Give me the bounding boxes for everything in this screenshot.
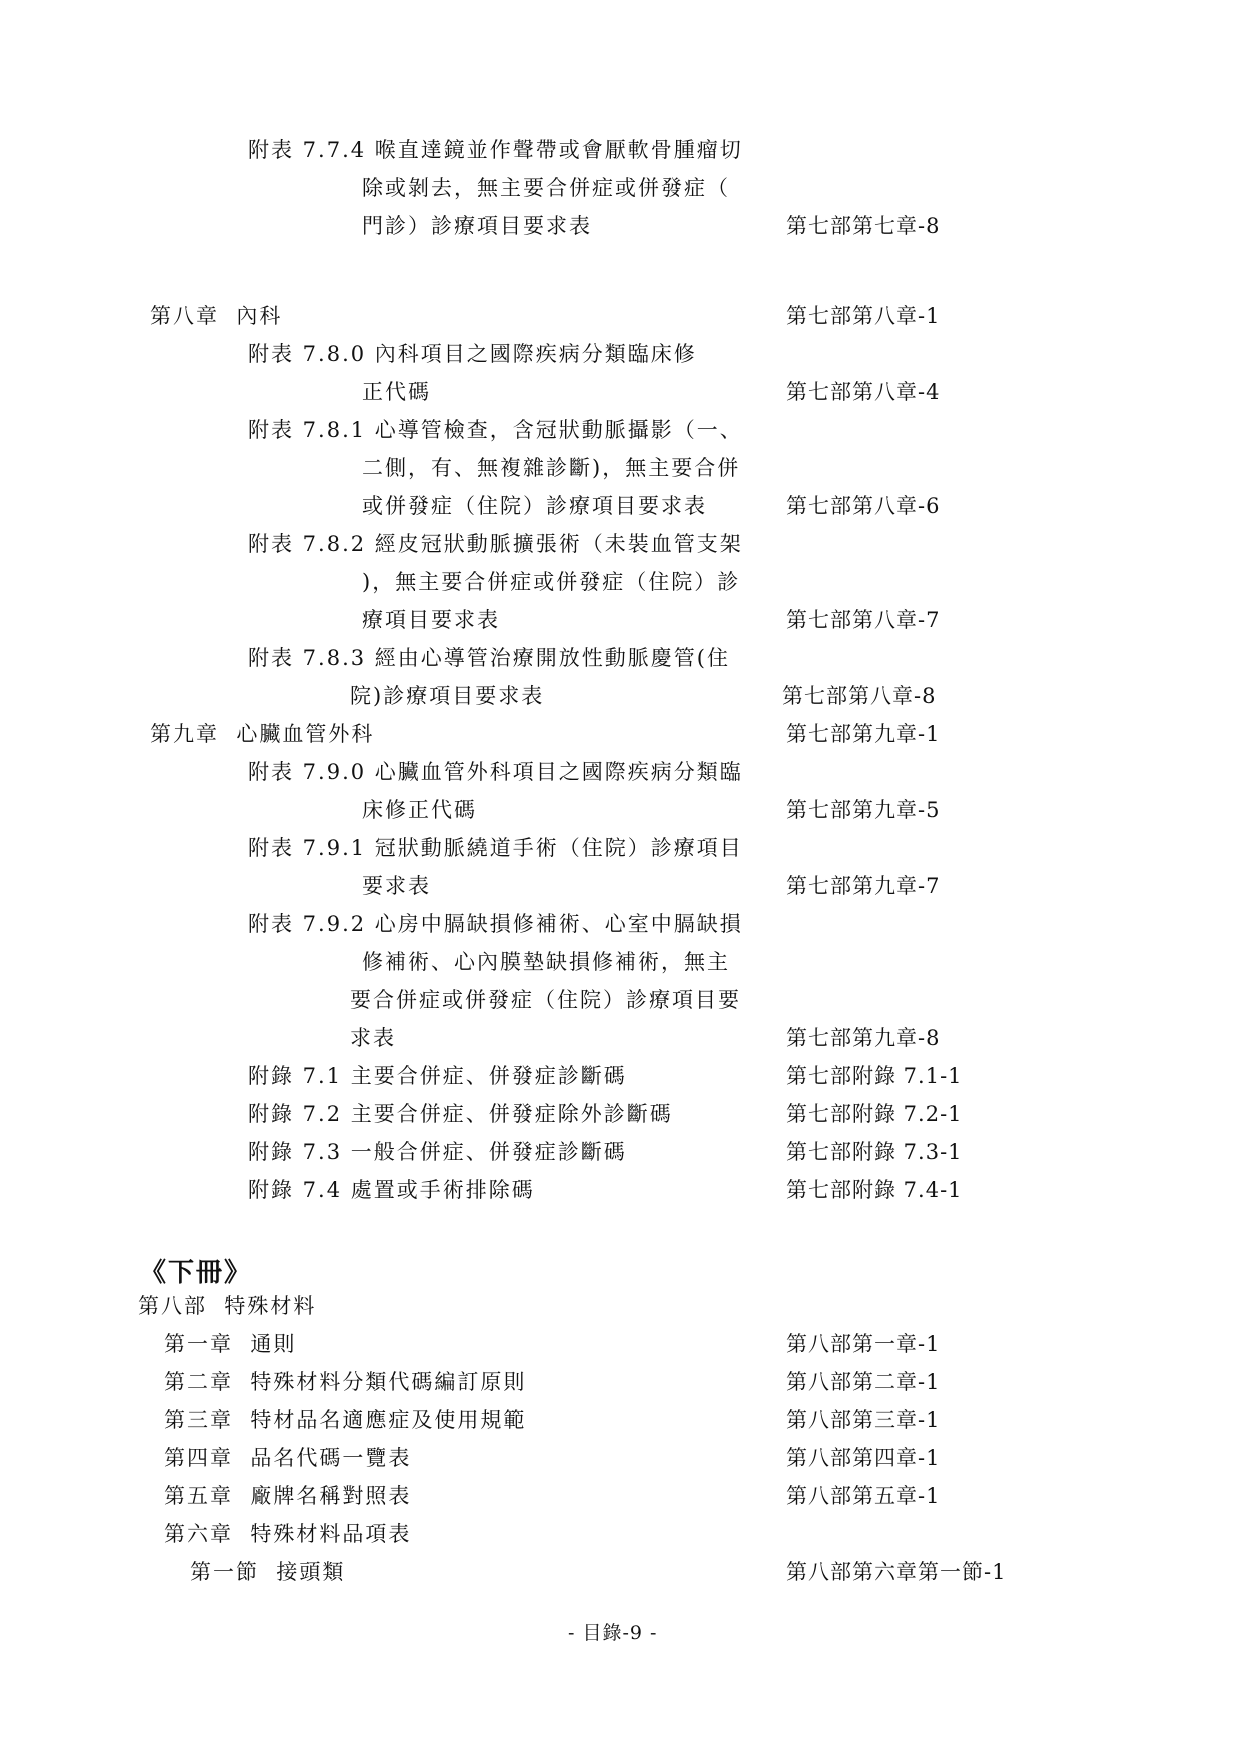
toc-entry-7-7-4-cont: 門診）診療項目要求表 [362,214,592,238]
page-footer: - 目錄-9 - [568,1622,658,1644]
toc-entry-7-8-3-cont: 院)診療項目要求表 [350,684,545,708]
toc-entry-7-8-1-cont: 二側，有、無複雜診斷)，無主要合併 [362,456,741,480]
toc-page-ref: 第七部附錄 7.3-1 [786,1140,963,1164]
toc-entry-7-7-4: 附表 7.7.4 喉直達鏡並作聲帶或會厭軟骨腫瘤切 [248,138,743,162]
toc-chapter-8: 第八章 內科 [150,304,283,328]
toc-entry-7-8-2: 附表 7.8.2 經皮冠狀動脈擴張術（未裝血管支架 [248,532,743,556]
toc-page-ref: 第八部第三章-1 [786,1408,941,1432]
toc-entry-7-8-2-cont: 療項目要求表 [362,608,500,632]
toc-page-ref: 第七部第九章-5 [786,798,941,822]
toc-page-ref: 第八部第六章第一節-1 [786,1560,1007,1584]
toc-chapter: 第六章 特殊材料品項表 [164,1522,412,1546]
toc-part-8: 第八部 特殊材料 [138,1294,317,1318]
toc-entry-7-9-0-cont: 床修正代碼 [362,798,477,822]
toc-chapter: 第三章 特材品名適應症及使用規範 [164,1408,527,1432]
toc-section: 第一節 接頭類 [190,1560,346,1584]
toc-entry-7-9-2-cont: 修補術、心內膜墊缺損修補術，無主 [362,950,730,974]
toc-chapter: 第四章 品名代碼一覽表 [164,1446,412,1470]
toc-appendix-7-1: 附錄 7.1 主要合併症、併發症診斷碼 [248,1064,627,1088]
toc-page-ref: 第七部第八章-6 [786,494,941,518]
toc-entry-7-8-2-cont: )，無主要合併症或併發症（住院）診 [362,570,741,594]
toc-chapter-9: 第九章 心臟血管外科 [150,722,375,746]
toc-entry-7-9-2-cont: 求表 [350,1026,396,1050]
toc-entry-7-8-1-cont: 或併發症（住院）診療項目要求表 [362,494,707,518]
toc-chapter: 第二章 特殊材料分類代碼編訂原則 [164,1370,527,1394]
toc-chapter: 第一章 通則 [164,1332,297,1356]
toc-entry-7-9-1-cont: 要求表 [362,874,431,898]
toc-page-ref: 第八部第二章-1 [786,1370,941,1394]
toc-page-ref: 第八部第五章-1 [786,1484,941,1508]
toc-entry-7-8-1: 附表 7.8.1 心導管檢查，含冠狀動脈攝影（一、 [248,418,743,442]
toc-page-ref: 第七部附錄 7.1-1 [786,1064,963,1088]
toc-page-ref: 第七部附錄 7.2-1 [786,1102,963,1126]
toc-appendix-7-3: 附錄 7.3 一般合併症、併發症診斷碼 [248,1140,627,1164]
toc-entry-7-8-3: 附表 7.8.3 經由心導管治療開放性動脈慶管(住 [248,646,730,670]
volume-heading: 《下冊》 [140,1258,253,1288]
toc-entry-7-7-4-cont: 除或剝去，無主要合併症或併發症（ [362,176,730,200]
toc-entry-7-9-0: 附表 7.9.0 心臟血管外科項目之國際疾病分類臨 [248,760,743,784]
toc-page-ref: 第七部第八章-7 [786,608,941,632]
toc-page-ref: 第七部第九章-1 [786,722,941,746]
toc-page-ref: 第七部第八章-8 [782,684,937,708]
toc-page-ref: 第七部第九章-8 [786,1026,941,1050]
toc-page-ref: 第七部附錄 7.4-1 [786,1178,963,1202]
toc-page-ref: 第八部第一章-1 [786,1332,941,1356]
toc-chapter: 第五章 廠牌名稱對照表 [164,1484,412,1508]
toc-entry-7-8-0-cont: 正代碼 [362,380,431,404]
toc-page-ref: 第七部第七章-8 [786,214,941,238]
toc-appendix-7-2: 附錄 7.2 主要合併症、併發症除外診斷碼 [248,1102,673,1126]
toc-entry-7-9-2-cont: 要合併症或併發症（住院）診療項目要 [350,988,741,1012]
toc-page-ref: 第七部第八章-4 [786,380,941,404]
toc-entry-7-8-0: 附表 7.8.0 內科項目之國際疾病分類臨床修 [248,342,697,366]
toc-page-ref: 第七部第九章-7 [786,874,941,898]
toc-page-ref: 第八部第四章-1 [786,1446,941,1470]
toc-appendix-7-4: 附錄 7.4 處置或手術排除碼 [248,1178,535,1202]
toc-entry-7-9-1: 附表 7.9.1 冠狀動脈繞道手術（住院）診療項目 [248,836,743,860]
toc-page-ref: 第七部第八章-1 [786,304,941,328]
toc-entry-7-9-2: 附表 7.9.2 心房中膈缺損修補術、心室中膈缺損 [248,912,743,936]
